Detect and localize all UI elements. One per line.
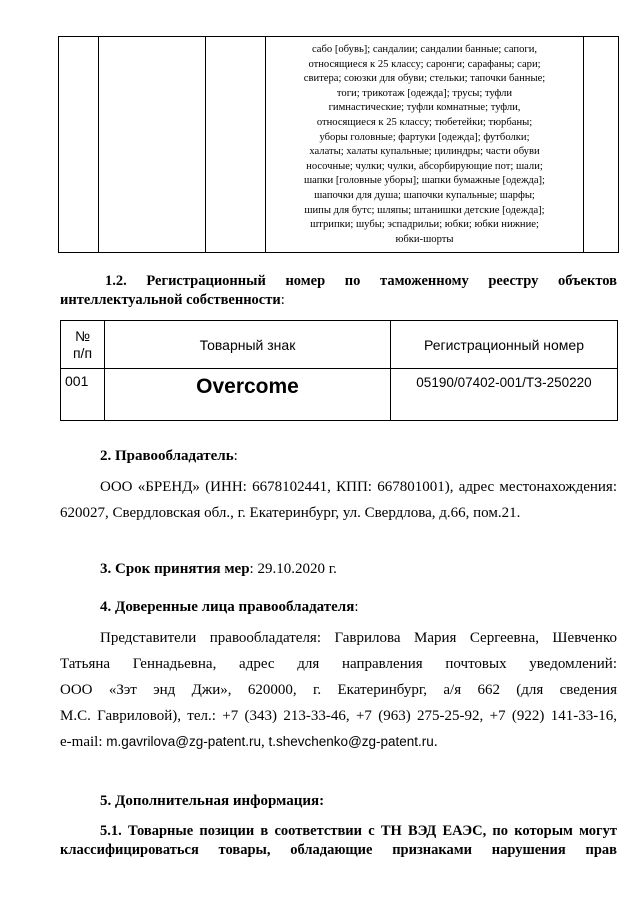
row-number: 001 [61, 369, 105, 421]
section-3 [100, 556, 337, 582]
goods-line: тоги; трикотаж [одежда]; трусы; туфли [336, 87, 513, 99]
email-label: e-mail: [60, 734, 107, 750]
agents-line3: ООО «Зэт энд Джи», 620000, г. Екатеринбург, а/я 662 (для сведения [60, 682, 617, 698]
goods-line: халаты; халаты купальные; цилиндры; части обуви [309, 146, 540, 158]
header-reg-number: Регистрационный номер [391, 321, 618, 369]
goods-line: шапочки для душа; шапочки купальные; шарфы; [314, 189, 535, 201]
goods-cell-5 [584, 37, 619, 253]
goods-line: свитера; союзки для обуви; стельки; тапочки банные; [303, 73, 546, 85]
goods-line: сабо [обувь]; сандалии; сандалии банные; сапоги, [311, 44, 538, 55]
section-4-colon: : [354, 599, 359, 615]
section-5-1-line1: 5.1. Товарные позиции в соответствии с ТН ВЭД ЕАЭС, по которым могут [100, 823, 617, 839]
goods-line: уборы головные; фартуки [одежда]; футболки; [319, 131, 530, 143]
section-1-2-line2-wrap [60, 291, 617, 310]
goods-cell-1 [59, 37, 99, 253]
section-3-value: : 29.10.2020 г. [249, 561, 337, 577]
agents-email-line [60, 729, 438, 755]
goods-list [266, 37, 583, 247]
header-no-line2: п/п [72, 344, 93, 361]
goods-line: гимнастические; туфли комнатные; туфли, [328, 102, 521, 114]
section-3-title: 3. Срок принятия мер [100, 561, 250, 577]
registration-number: 05190/07402-001/ТЗ-250220 [391, 369, 618, 421]
section-4-heading [100, 594, 359, 620]
section-1-2-line2: интеллектуальной собственности [60, 292, 281, 308]
goods-line: юбки-шорты [395, 233, 454, 245]
section-4-title: 4. Доверенные лица правообладателя [100, 599, 355, 615]
goods-table-row [59, 37, 619, 253]
goods-line: шипы для бутс; шляпы; штанишки детские [одежда]; [304, 204, 545, 216]
goods-line: носочные; чулки; чулки, абсорбирующие пот; шали; [306, 160, 543, 172]
agents-line2: Татьяна Геннадьевна, адрес для направления почтовых уведомлений: [60, 656, 617, 672]
holder-line2: 620027, Свердловская обл., г. Екатеринбург, ул. Свердлова, д.66, пом.21. [60, 505, 521, 521]
goods-line: относящиеся к 25 классу; тюбетейки; тюрбаны; [316, 116, 533, 128]
email-link-1[interactable]: m.gavrilova@zg-patent.ru [106, 734, 262, 749]
email-end: . [433, 734, 438, 750]
section-2-title: 2. Правообладатель [100, 448, 234, 464]
goods-cell-3 [206, 37, 266, 253]
section-1-2-colon: : [280, 292, 285, 308]
section-5-1 [60, 822, 617, 860]
header-trademark: Товарный знак [105, 321, 391, 369]
section-2-colon: : [233, 448, 238, 464]
goods-line: относящиеся к 25 классу; саронги; сарафаны; сари; [308, 58, 541, 70]
section-1-2-line1: 1.2. Регистрационный номер по таможенному реестру объектов [105, 273, 617, 289]
email-separator: , [261, 734, 269, 750]
goods-list-cell [266, 37, 584, 253]
registration-table [60, 320, 618, 421]
goods-cell-2 [99, 37, 206, 253]
agents-line4: М.С. Гавриловой), тел.: +7 (343) 213-33-46, +7 (963) 275-25-92, +7 (922) 141-33-16, [60, 708, 617, 724]
registration-table-header [61, 321, 618, 369]
goods-line: шапки [головные уборы]; шапки бумажные [одежда]; [303, 175, 545, 187]
section-2-heading [100, 443, 238, 469]
trademark-name: Overcome [105, 369, 391, 421]
email-link-2[interactable]: t.shevchenko@zg-patent.ru [268, 734, 434, 749]
header-no [61, 321, 105, 369]
agents-line1: Представители правообладателя: Гаврилова Мария Сергеевна, Шевченко [100, 630, 617, 646]
section-5-1-line2: классифицироваться товары, обладающие признаками нарушения прав [60, 842, 617, 858]
table-row [61, 369, 618, 421]
holder-line1: ООО «БРЕНД» (ИНН: 6678102441, КПП: 667801001), адрес местонахождения: [100, 479, 617, 495]
section-1-2-heading [60, 272, 617, 310]
section-5-title: 5. Дополнительная информация: [100, 793, 325, 809]
section-5-heading [100, 788, 324, 814]
goods-line: штрипки; шубы; эспадрильи; юбки; юбки нижние; [310, 219, 539, 231]
header-no-line1: № [74, 327, 91, 344]
goods-table [58, 36, 619, 253]
